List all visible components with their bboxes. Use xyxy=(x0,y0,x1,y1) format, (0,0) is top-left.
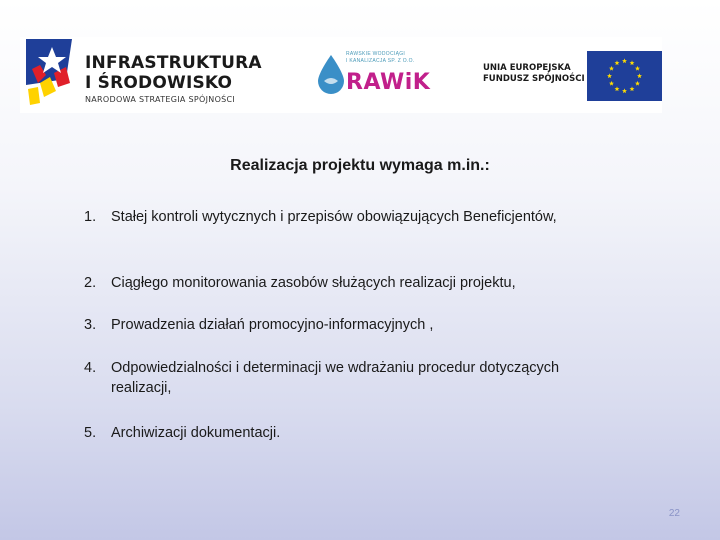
list-item-text: Stałej kontroli wytycznych i przepisów obowiązujących Beneficjentów, xyxy=(111,209,557,225)
eu-flag-icon xyxy=(587,51,662,101)
list-item-text: Ciągłego monitorowania zasobów służących realizacji projektu, xyxy=(111,275,516,291)
list-item-number: 2. xyxy=(84,275,97,291)
infrastruktura-title xyxy=(85,53,262,93)
water-drop-icon xyxy=(318,55,344,95)
eu-line1: UNIA EUROPEJSKA xyxy=(483,63,571,73)
eu-line2: FUNDUSZ SPÓJNOŚCI xyxy=(483,74,585,84)
nss-flag-icon xyxy=(26,39,78,111)
list-item-number: 3. xyxy=(84,317,97,333)
eu-text xyxy=(483,63,585,85)
infrastruktura-title-line1: INFRASTRUKTURA xyxy=(85,53,262,73)
list-item-text: Prowadzenia działań promocyjno-informacyjnych , xyxy=(111,317,434,333)
slide-heading: Realizacja projektu wymaga m.in.: xyxy=(230,157,490,174)
page-number: 22 xyxy=(668,508,680,519)
rawik-name: RAWiK xyxy=(346,70,431,95)
list-item-number: 5. xyxy=(84,425,97,441)
list-item-number: 4. xyxy=(84,360,97,376)
infrastruktura-title-line2: I ŚRODOWISKO xyxy=(85,73,233,93)
logo-bar xyxy=(20,37,662,113)
rawik-logo xyxy=(316,51,431,101)
list-item-text: Archiwizacji dokumentacji. xyxy=(111,425,281,441)
rawik-top-line2: I KANALIZACJA SP. Z O.O. xyxy=(346,58,415,64)
list-item-number: 1. xyxy=(84,209,97,225)
list-item-text: Odpowiedzialności i determinacji we wdrażaniu procedur dotyczących realizacji, xyxy=(111,360,560,396)
infrastruktura-subtitle: NARODOWA STRATEGIA SPÓJNOŚCI xyxy=(85,95,236,104)
rawik-top-line1: RAWSKIE WODOCIĄGI xyxy=(346,51,406,57)
